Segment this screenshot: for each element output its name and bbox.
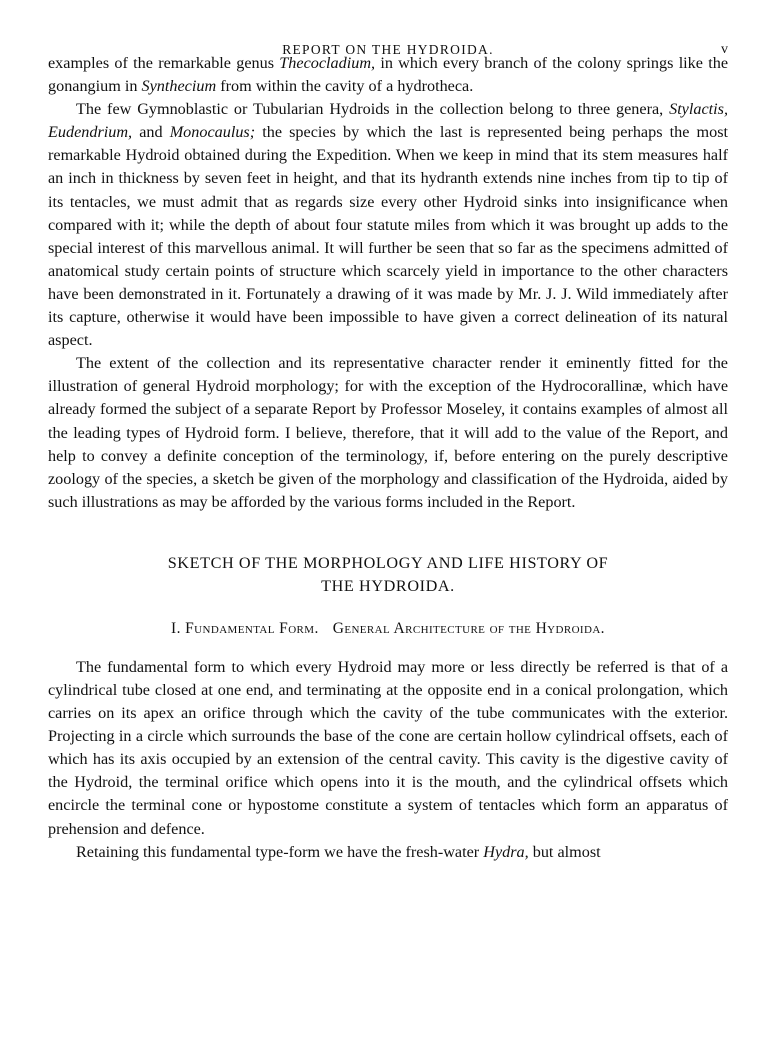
document-page [48,0,728,864]
paragraph-3: The extent of the collection and its representative character render it eminently fitted for the illustration of general Hydroid morphology; for with the exception of the Hydrocorallinæ, which have already formed the subject of a separate Report by Professor Moseley, it contains examples of almost all the leading types of Hydroid form. I believe, therefore, that it will add to the value of the Report, and help to convey a definite conception of the terminology, if, before entering on the purely descriptive zoology of the species, a sketch be given of the morphology and classification of the Hydroida, aided by such illustrations as may be afforded by the various forms included in the Report. [48,354,728,511]
section-title: SKETCH OF THE MORPHOLOGY AND LIFE HISTORY OF THE HYDROIDA. [167,553,609,595]
paragraph-4: The fundamental form to which every Hydroid may more or less directly be referred is that of a cylindrical tube closed at one end, and terminating at the opposite end in a conical prolongation, which carries on its apex an orifice through which the cavity of the tube communicates with the exterior. Projecting in a circle which surrounds the base of the cone are certain hollow cylindrical offsets, each of which has its axis occupied by an extension of the central cavity. This cavity is the digestive cavity of the Hydroid, the terminal orifice which opens into it is the mouth, and the cylindrical offsets which encircle the terminal cone or hypostome constitute a system of tentacles which form an apparatus of prehension and defence. [48,657,728,838]
paragraph-1: examples of the remarkable genus Thecocladium, in which every branch of the colony springs like the gonangium in Synthecium from within the cavity of a hydrotheca. [48,54,729,96]
page-number: v [721,42,728,57]
section-spacer [48,514,728,552]
paragraph-2: The few Gymnoblastic or Tubularian Hydroids in the collection belong to three genera, Stylactis, Eudendrium, and Monocaulus; the species by which the last is represented being perhaps the most remarkable Hydroid obtained during the Expedition. When we keep in mind that its stem measures half an inch in thickness by seven feet in height, and that its hydranth extends nine inches from tip to tip of its tentacles, we must admit that as regards size every other Hydroid sinks into insignificance when compared with it; while the depth of about four statute miles from which it was brought up adds to the special interest of this marvellous animal. It will further be seen that so far as the specimens admitted of anatomical study certain points of structure which scarcely yield in importance to the other characters have been demonstrated in it. Fortunately a drawing of it was made by Mr. J. J. Wild immediately after its capture, otherwise it would have been impossible to have given a correct delineation of its natural aspect. [48,100,728,350]
paragraph-5: Retaining this fundamental type-form we have the fresh-water Hydra, but almost [76,842,601,861]
running-title: REPORT ON THE HYDROIDA. [282,42,494,57]
running-header [48,0,728,57]
subsection-heading: I. Fundamental Form. General Architecture of the Hydroida. [171,619,605,637]
